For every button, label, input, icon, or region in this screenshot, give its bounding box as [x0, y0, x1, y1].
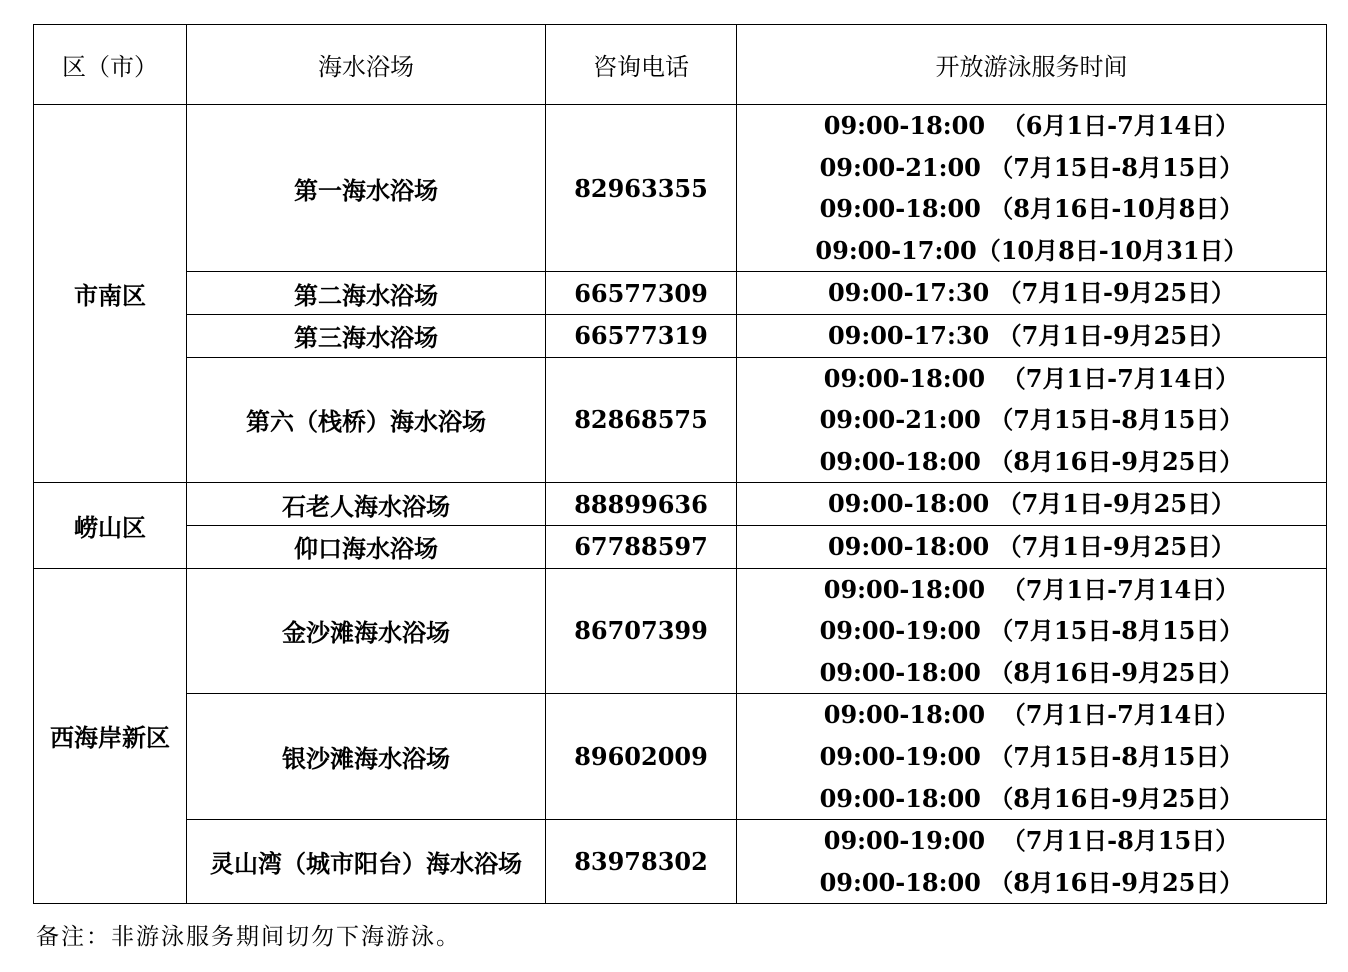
table-body — [34, 105, 1327, 904]
phone-cell: 88899636 — [546, 483, 737, 526]
hours-line: 09:00-18:00 （7月1日-7月14日） — [823, 574, 1240, 604]
hours-line: 09:00-18:00 （8月16日-9月25日） — [819, 657, 1244, 687]
hours-line: 09:00-18:00 （7月1日-7月14日） — [823, 363, 1240, 393]
hours-cell — [737, 568, 1327, 694]
hours-line: 09:00-18:00 （7月1日-9月25日） — [827, 531, 1236, 561]
phone-cell: 82963355 — [546, 105, 737, 272]
hours-line: 09:00-17:30 （7月1日-9月25日） — [827, 278, 1236, 308]
table-row — [34, 272, 1327, 315]
hours-cell — [737, 820, 1327, 904]
phone-cell: 66577319 — [546, 314, 737, 357]
hours-line: 09:00-21:00 （7月15日-8月15日） — [819, 152, 1244, 182]
hours-cell — [737, 694, 1327, 820]
phone-cell: 67788597 — [546, 525, 737, 568]
beach-name-cell: 石老人海水浴场 — [187, 483, 546, 526]
table-row — [34, 568, 1327, 694]
hours-line: 09:00-19:00 （7月15日-8月15日） — [819, 741, 1244, 771]
footnote: 备注：非游泳服务期间切勿下海游泳。 — [36, 924, 461, 950]
hours-cell — [737, 314, 1327, 357]
phone-cell: 82868575 — [546, 357, 737, 483]
beach-name-cell: 银沙滩海水浴场 — [187, 694, 546, 820]
table-row — [34, 820, 1327, 904]
hours-line: 09:00-17:30 （7月1日-9月25日） — [827, 320, 1236, 350]
header-hours: 开放游泳服务时间 — [737, 25, 1327, 105]
district-cell: 市南区 — [34, 105, 187, 483]
district-cell: 崂山区 — [34, 483, 187, 568]
hours-line: 09:00-18:00 （6月1日-7月14日） — [823, 111, 1240, 140]
hours-line: 09:00-18:00 （8月16日-9月25日） — [819, 867, 1244, 897]
table-row — [34, 483, 1327, 526]
table-row — [34, 105, 1327, 272]
beach-name-cell: 仰口海水浴场 — [187, 525, 546, 568]
hours-line: 09:00-19:00 （7月15日-8月15日） — [819, 616, 1244, 646]
table-row — [34, 314, 1327, 357]
beach-name-cell: 第二海水浴场 — [187, 272, 546, 315]
hours-cell — [737, 105, 1327, 272]
hours-line: 09:00-18:00 （8月16日-9月25日） — [819, 446, 1244, 476]
hours-cell — [737, 272, 1327, 315]
header-phone: 咨询电话 — [546, 25, 737, 105]
hours-line: 09:00-18:00 （8月16日-9月25日） — [819, 783, 1244, 813]
header-beach: 海水浴场 — [187, 25, 546, 105]
table-row — [34, 357, 1327, 483]
beach-name-cell: 第三海水浴场 — [187, 314, 546, 357]
hours-line: 09:00-18:00 （7月1日-7月14日） — [823, 700, 1240, 730]
hours-cell — [737, 525, 1327, 568]
beach-name-cell: 金沙滩海水浴场 — [187, 568, 546, 694]
table-row — [34, 525, 1327, 568]
hours-line: 09:00-18:00 （7月1日-9月25日） — [827, 489, 1236, 519]
phone-cell: 89602009 — [546, 694, 737, 820]
hours-line: 09:00-17:00（10月8日-10月31日） — [815, 235, 1248, 265]
header-district: 区（市） — [34, 25, 187, 105]
district-cell: 西海岸新区 — [34, 568, 187, 904]
hours-line: 09:00-18:00 （8月16日-10月8日） — [819, 194, 1244, 224]
phone-cell: 83978302 — [546, 820, 737, 904]
beach-schedule-table — [33, 24, 1327, 904]
table-header-row — [34, 25, 1327, 105]
table-row — [34, 694, 1327, 820]
hours-cell — [737, 483, 1327, 526]
phone-cell: 86707399 — [546, 568, 737, 694]
beach-name-cell: 灵山湾（城市阳台）海水浴场 — [187, 820, 546, 904]
hours-line: 09:00-21:00 （7月15日-8月15日） — [819, 405, 1244, 435]
beach-name-cell: 第一海水浴场 — [187, 105, 546, 272]
hours-cell — [737, 357, 1327, 483]
beach-name-cell: 第六（栈桥）海水浴场 — [187, 357, 546, 483]
phone-cell: 66577309 — [546, 272, 737, 315]
hours-line: 09:00-19:00 （7月1日-8月15日） — [823, 826, 1240, 856]
